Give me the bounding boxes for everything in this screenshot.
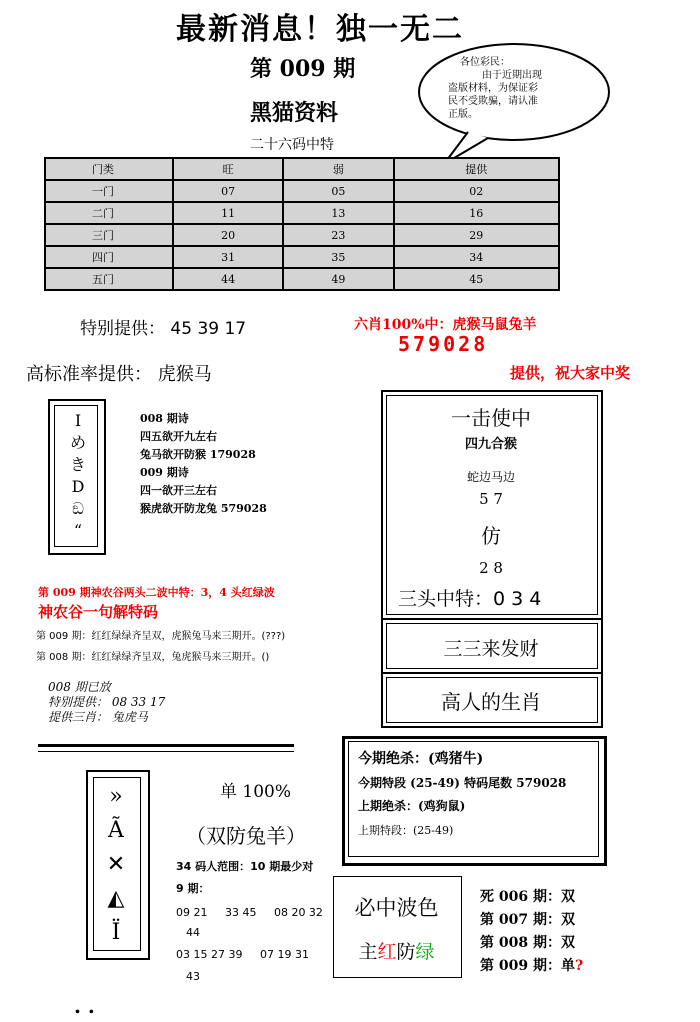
dan-title: 单 100% [220,782,292,802]
strike-mid: 仿 [481,524,501,548]
page-subtitle: 黑猫资料 [250,100,339,126]
table-cell: 05 [283,180,393,202]
dan-scroll-glyphs [93,780,139,950]
table-row [45,246,559,268]
high-accuracy-label: 高标准率提供： [26,364,152,385]
high-accuracy [26,360,212,386]
six-xiao-numbers: 579028 [398,332,489,356]
history-value: 双 [560,912,575,928]
strike-title: 一击使中 [451,406,531,430]
shennong-subtitle: 神农谷一句解特码 [38,603,159,621]
history-label: 第 009 期： [480,958,561,974]
poem-line: 四五欲开九左右 [140,430,217,443]
kill-line: 上期绝杀：(鸡狗鼠) [358,799,466,813]
strike-heads: 三头中特：0 3 4 [398,588,542,610]
dan-glyph: » [109,784,123,809]
bubble-line: 由于近期出现 [482,70,542,81]
table-cell: 49 [283,268,393,290]
table-cell: 16 [394,202,559,224]
table-cell: 三门 [45,224,173,246]
wave-main: 主 [358,941,378,963]
bubble-notice [448,56,588,121]
history-label: 死 006 期： [480,889,561,905]
poem-block [140,410,267,518]
wish-text: 提供，祝大家中奖 [510,364,631,382]
shennong-line-008: 第 008 期：红红绿绿齐呈双，兔虎猴马来三期开。() [36,652,270,663]
table-cell: 34 [394,246,559,268]
poem-line: 兔马欲开防猴 179028 [140,448,256,461]
history-row [480,909,575,929]
wave-guard: 防 [396,941,416,963]
scroll-glyph: D [71,477,85,496]
history-value: 单 [560,958,575,974]
kill-line: 今期特段 (25-49) 特码尾数 579028 [358,776,567,790]
table-row [45,180,559,202]
bubble-line: 民不受欺骗，请认准 [448,96,538,107]
table-cell: 23 [283,224,393,246]
fortune-text: 三三来发财 [443,638,539,660]
strike-number-1: 5 7 [479,490,503,508]
table-cell: 31 [173,246,283,268]
tagline: 二十六码中特 [250,137,334,153]
range-row: 09 21 33 45 08 20 32 [176,906,323,919]
table-cell: 一门 [45,180,173,202]
wave-colors [333,937,460,964]
history-label: 第 007 期： [480,912,561,928]
history-label: 第 008 期： [480,935,561,951]
issue-008-line: 提供三肖： 兔虎马 [48,710,148,724]
special-numbers: 45 39 17 [170,319,247,339]
high-accuracy-value: 虎猴马 [157,364,212,385]
history-row [480,955,583,975]
history-mark: ? [574,958,584,974]
table-row [45,224,559,246]
strike-subtitle: 四九合猴 [464,437,517,452]
shennong-title: 第 009 期神农谷两头二波中特：3，4 头红绿波 [38,586,275,599]
table-header-cell: 弱 [283,158,393,180]
table-header-cell: 门类 [45,158,173,180]
scroll-glyphs [68,410,88,542]
range-title-2: 9 期： [176,882,210,895]
wave-green: 绿 [415,941,435,963]
special-label: 特别提供： [80,319,165,339]
table-cell: 07 [173,180,283,202]
history-row [480,932,575,952]
issue-008-line: 特别提供： 08 33 17 [48,695,166,709]
poem-line: 猴虎欲开防龙兔 579028 [140,502,267,515]
table-cell: 02 [394,180,559,202]
dan-glyph: Ï [111,920,121,945]
divider [38,744,294,747]
table-cell: 11 [173,202,283,224]
table-header-row [45,158,559,180]
table-cell: 44 [173,268,283,290]
scroll-glyph: I [74,411,82,430]
zodiac-text: 高人的生肖 [441,690,541,714]
wave-title: 必中波色 [354,896,439,920]
bubble-line: 各位彩民： [460,57,510,68]
issue-number: 第 009 期 [250,56,356,82]
scroll-glyph: “ [73,521,83,540]
six-xiao-label: 六肖100%中：虎猴马鼠兔羊 [354,317,537,333]
table-cell: 五门 [45,268,173,290]
special-offer [80,314,246,339]
bubble-line: 正版。 [448,109,478,120]
table-cell: 13 [283,202,393,224]
table-cell: 35 [283,246,393,268]
issue-008-block [48,680,165,725]
kill-line: 上期特段：(25-49) [358,824,454,837]
shennong-line-009: 第 009 期：红红绿绿齐呈双，虎猴兔马来三期开。(???) [36,631,286,642]
table-row [45,268,559,290]
table-cell: 45 [394,268,559,290]
history-value: 双 [560,935,575,951]
table-row [45,202,559,224]
poem-line: 008 期诗 [140,412,189,425]
range-row: 43 [186,970,200,983]
page-title: 最新消息！独一无二 [176,12,464,47]
dan-glyph: ✕ [106,852,126,877]
table-cell: 二门 [45,202,173,224]
history-row [480,886,575,906]
wave-red: 红 [377,941,397,963]
bubble-line: 盗版材料，为保证彩 [448,83,538,94]
footer-dots: . . [74,994,95,1018]
table-cell: 四门 [45,246,173,268]
divider [38,751,294,752]
range-row: 03 15 27 39 07 19 31 [176,948,309,961]
table-cell: 20 [173,224,283,246]
dan-guard: （双防兔羊） [186,824,306,848]
kill-line: 今期绝杀：(鸡猪牛) [358,751,484,767]
table-header-cell: 旺 [173,158,283,180]
issue-008-line: 008 期已放 [48,680,111,694]
range-title: 34 码人范围：10 期最少对 [176,860,314,873]
scroll-glyph: め [69,433,86,452]
dan-glyph: Ã [108,818,124,843]
table-header-cell: 提供 [394,158,559,180]
strike-hint: 蛇边马边 [466,470,515,484]
strike-number-2: 2 8 [479,559,503,577]
dan-glyph: ◭ [107,886,125,911]
poem-line: 009 期诗 [140,466,189,479]
scroll-glyph: き [69,455,86,474]
history-value: 双 [560,889,575,905]
door-table [44,157,560,291]
table-cell: 29 [394,224,559,246]
scroll-glyph: ඞ [72,499,84,518]
poem-line: 四一欲开三左右 [140,484,217,497]
range-row: 44 [186,926,200,939]
